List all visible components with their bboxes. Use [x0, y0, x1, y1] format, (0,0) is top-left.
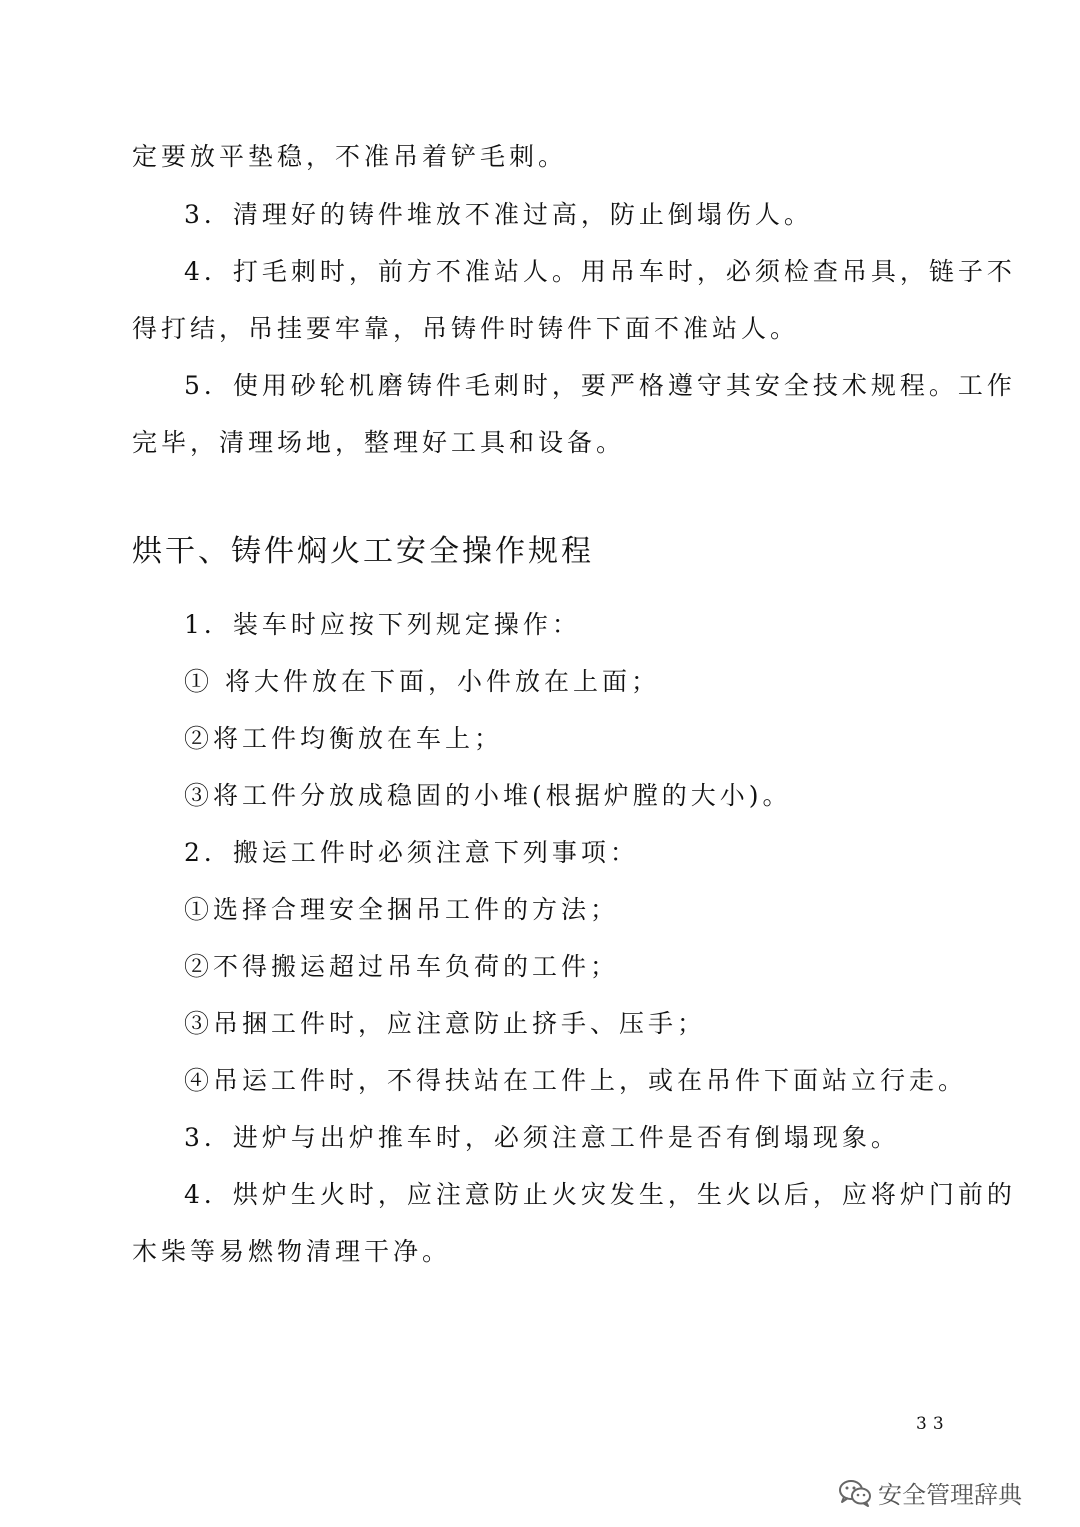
paragraph-line: 5．使用砂轮机磨铸件毛刺时，要严格遵守其安全技术规程。工作 — [184, 371, 1016, 400]
list-item: ①选择合理安全捆吊工件的方法； — [184, 895, 620, 924]
watermark — [838, 1475, 1022, 1510]
paragraph-line: 3．进炉与出炉推车时，必须注意工件是否有倒塌现象。 — [184, 1123, 900, 1152]
list-item: ③将工件分放成稳固的小堆(根据炉膛的大小)。 — [184, 781, 792, 810]
list-item: ④吊运工件时，不得扶站在工件上，或在吊件下面站立行走。 — [184, 1066, 968, 1095]
paragraph-line: 完毕，清理场地，整理好工具和设备。 — [132, 428, 626, 457]
paragraph-line: 得打结，吊挂要牢靠，吊铸件时铸件下面不准站人。 — [132, 314, 800, 343]
paragraph-line: 定要放平垫稳，不准吊着铲毛刺。 — [132, 142, 568, 171]
list-item: ① 将大件放在下面，小件放在上面； — [184, 667, 660, 696]
watermark-text: 安全管理辞典 — [878, 1481, 1022, 1509]
page-number: 33 — [916, 1414, 950, 1434]
list-item: ③吊捆工件时，应注意防止挤手、压手； — [184, 1009, 707, 1038]
list-item: ②不得搬运超过吊车负荷的工件； — [184, 952, 620, 981]
paragraph-line: 4．打毛刺时，前方不准站人。用吊车时，必须检查吊具，链子不 — [184, 257, 1016, 286]
section-heading: 烘干、铸件焖火工安全操作规程 — [132, 534, 594, 569]
wechat-icon — [838, 1479, 872, 1507]
paragraph-line: 4．烘炉生火时，应注意防止火灾发生，生火以后，应将炉门前的 — [184, 1180, 1016, 1209]
paragraph-line: 1．装车时应按下列规定操作： — [184, 610, 581, 639]
paragraph-line: 3．清理好的铸件堆放不准过高，防止倒塌伤人。 — [184, 200, 813, 229]
list-item: ②将工件均衡放在车上； — [184, 724, 504, 753]
paragraph-line: 木柴等易燃物清理干净。 — [132, 1237, 452, 1266]
paragraph-line: 2．搬运工件时必须注意下列事项： — [184, 838, 639, 867]
